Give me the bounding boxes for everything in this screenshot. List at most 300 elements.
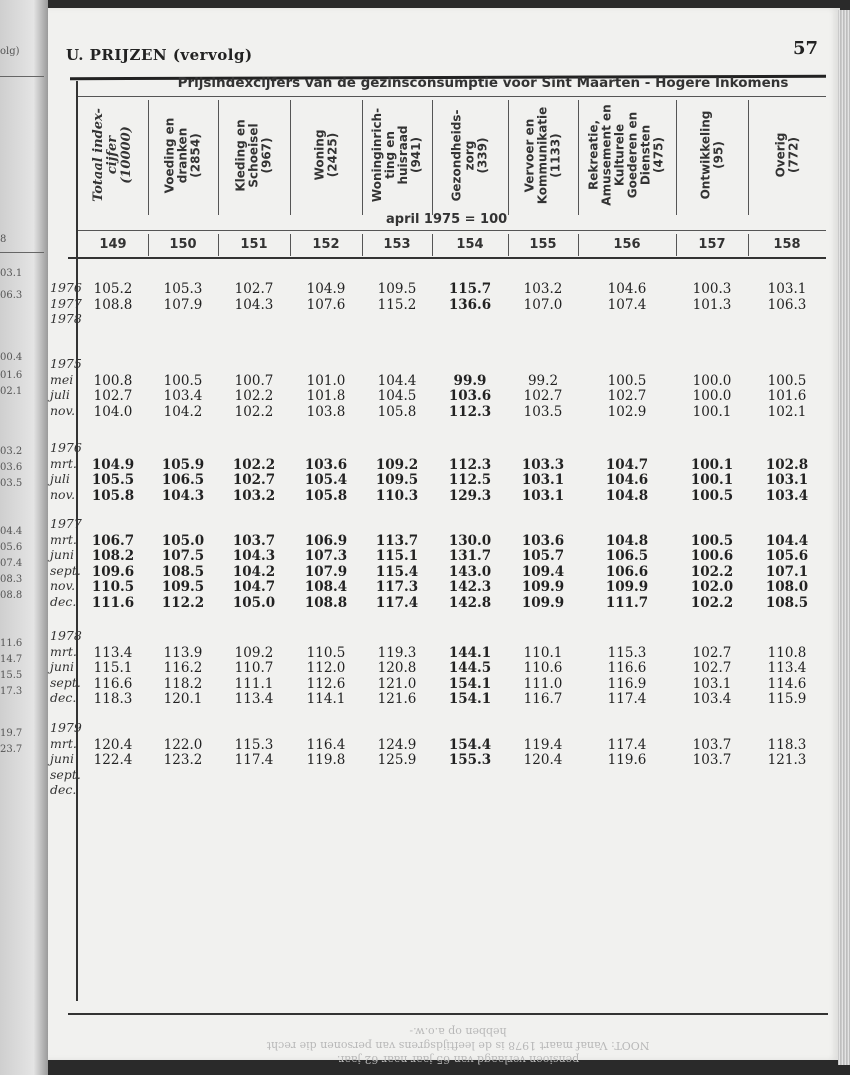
table-cell: 101.6	[767, 388, 807, 404]
table-cell: 155.3	[448, 752, 492, 768]
table-cell: 103.1	[765, 472, 809, 488]
table-cell: 121.0	[377, 675, 417, 692]
row-label: juni	[50, 751, 74, 766]
group-year-label: 1976	[50, 440, 82, 455]
table-cell: 120.8	[377, 660, 417, 676]
row-label: 1978	[50, 311, 82, 326]
table-cell: 99.2	[527, 372, 559, 389]
table-cell: 142.3	[448, 579, 492, 595]
table-cell: 103.1	[521, 487, 565, 504]
table-cell: 102.7	[692, 660, 732, 676]
table-cell: 121.6	[377, 691, 417, 707]
table-cell: 109.5	[375, 472, 419, 488]
previous-page-fragment: 03.1	[0, 268, 23, 279]
column-number: 149	[99, 237, 127, 252]
bleed-line: pensioen verlaagd van 65 jaar naar 62 jaar.	[336, 1053, 580, 1066]
table-cell: 109.9	[521, 594, 565, 611]
column-separator	[362, 100, 363, 215]
table-cell: 102.7	[232, 472, 276, 488]
table-cell: 103.7	[232, 532, 276, 549]
column-number: 158	[773, 237, 801, 252]
table-cell: 116.2	[163, 660, 203, 676]
column-number: 151	[240, 237, 268, 252]
row-label: dec.	[50, 782, 77, 797]
table-cell: 131.7	[448, 548, 492, 564]
table-cell: 114.6	[767, 675, 807, 692]
row-label: 1977	[50, 295, 82, 311]
previous-page-fragment: 03.5	[0, 478, 23, 489]
table-cell: 100.3	[692, 281, 732, 297]
column-header-152	[290, 100, 362, 210]
table-cell: 109.2	[375, 456, 419, 473]
row-label: mrt.	[50, 735, 77, 751]
table-cell: 105.4	[304, 472, 348, 488]
column-header-line: (10000)	[119, 126, 134, 184]
table-cell: 104.9	[91, 456, 135, 473]
previous-page-fragment	[0, 252, 44, 253]
table-cell: 105.7	[521, 548, 565, 564]
row-label: nov.	[50, 402, 76, 418]
table-cell: 116.9	[607, 675, 647, 692]
table-cell: 112.2	[161, 594, 205, 611]
table-cell: 110.3	[375, 487, 419, 504]
table-cell: 110.7	[234, 660, 274, 676]
table-cell: 120.1	[163, 691, 203, 707]
table-cell: 100.1	[690, 472, 734, 488]
column-header-line: Vervoer en	[522, 118, 537, 192]
table-cell: 116.6	[607, 660, 647, 676]
table-cell: 100.6	[690, 548, 734, 564]
table-cell: 106.5	[605, 548, 649, 564]
table-cell: 101.3	[692, 296, 732, 313]
column-separator	[148, 100, 149, 215]
table-cell: 110.6	[523, 660, 563, 676]
table-cell: 101.0	[306, 372, 346, 389]
table-cell: 144.5	[448, 660, 492, 676]
table-cell: 105.3	[163, 281, 203, 297]
column-header-149	[78, 100, 148, 210]
column-number: 150	[169, 237, 197, 252]
table-cell: 109.9	[605, 579, 649, 595]
title-rule	[78, 96, 826, 97]
table-cell: 120.4	[523, 752, 563, 768]
column-header-line: (941)	[409, 136, 424, 174]
previous-page-fragment: 14.7	[0, 654, 23, 665]
table-cell: 136.6	[448, 296, 492, 313]
bleed-through-text	[248, 1024, 668, 1066]
group-year-label: 1978	[50, 628, 82, 643]
table-cell: 102.2	[234, 403, 274, 420]
row-label: sept.	[50, 562, 81, 578]
table-cell: 102.7	[523, 388, 563, 404]
table-cell: 105.8	[304, 487, 348, 504]
table-cell: 124.9	[377, 736, 417, 753]
table-cell: 100.5	[163, 372, 203, 389]
table-cell: 108.8	[304, 594, 348, 611]
table-cell: 108.4	[304, 579, 348, 595]
previous-page-fragment: 08.8	[0, 590, 23, 601]
column-header-155	[508, 100, 578, 210]
column-number-rule	[78, 230, 826, 231]
previous-page-fragment: 05.6	[0, 542, 23, 553]
table-cell: 104.2	[163, 403, 203, 420]
column-header-line: (967)	[259, 136, 274, 174]
table-cell: 100.5	[607, 372, 647, 389]
group-year-label: 1975	[50, 356, 82, 371]
bottom-rule	[68, 1013, 828, 1015]
table-cell: 101.8	[306, 388, 346, 404]
table-cell: 109.6	[91, 563, 135, 580]
table-cell: 117.4	[607, 736, 647, 753]
column-header-line: Woning	[312, 129, 326, 181]
table-cell: 106.5	[161, 472, 205, 488]
row-label: sept.	[50, 766, 81, 782]
table-cell: 113.7	[375, 532, 419, 549]
column-header-line: Overig	[772, 132, 787, 178]
table-cell: 103.4	[163, 388, 203, 404]
previous-page-fragment: 03.2	[0, 446, 23, 457]
column-separator	[218, 100, 219, 215]
table-cell: 118.3	[93, 691, 133, 707]
previous-page-fragment: 04.4	[0, 526, 23, 537]
table-cell: 102.7	[234, 281, 274, 297]
table-cell: 143.0	[448, 563, 492, 580]
table-cell: 100.5	[690, 532, 734, 549]
table-cell: 116.4	[306, 736, 346, 753]
table-cell: 104.5	[377, 388, 417, 404]
table-title: Prijsindexcijfers van de gezinsconsumptie voor Sint Maarten - Hogere Inkomens	[177, 75, 789, 91]
column-header-line: Rekreatie,	[587, 119, 601, 191]
table-cell: 107.9	[163, 296, 203, 313]
column-header-153	[362, 100, 432, 210]
table-cell: 118.2	[163, 675, 203, 692]
table-cell: 103.2	[523, 281, 563, 297]
table-cell: 119.6	[607, 752, 647, 768]
table-cell: 109.9	[521, 579, 565, 595]
table-cell: 104.0	[93, 403, 133, 420]
table-cell: 104.2	[232, 563, 276, 580]
row-label: dec.	[50, 690, 77, 705]
column-number: 154	[456, 237, 484, 252]
column-header-line: Kulturele	[613, 123, 627, 187]
table-cell: 129.3	[448, 487, 492, 504]
table-cell: 111.6	[91, 594, 135, 611]
column-header-line: (475)	[652, 136, 666, 174]
column-number: 157	[698, 237, 726, 252]
table-cell: 115.9	[767, 691, 807, 707]
table-cell: 104.4	[765, 532, 809, 549]
table-cell: 103.1	[692, 675, 732, 692]
table-cell: 110.1	[523, 644, 563, 661]
previous-page-fragment: 11.6	[0, 638, 23, 649]
table-cell: 104.4	[377, 372, 417, 389]
table-cell: 113.4	[93, 644, 133, 661]
table-cell: 103.7	[692, 752, 732, 768]
previous-page-edge	[0, 0, 48, 1075]
column-header-line: Goederen en	[626, 111, 640, 199]
section-heading: U. PRIJZEN (vervolg)	[66, 46, 253, 64]
previous-page-fragment	[0, 76, 44, 77]
table-cell: 113.4	[234, 691, 274, 707]
table-cell: 104.7	[605, 456, 649, 473]
table-cell: 112.0	[306, 660, 346, 676]
table-cell: 103.6	[448, 388, 492, 404]
table-cell: 109.5	[161, 579, 205, 595]
table-cell: 122.0	[163, 736, 203, 753]
table-cell: 106.3	[767, 296, 807, 313]
table-cell: 104.3	[234, 296, 274, 313]
table-cell: 100.8	[93, 372, 133, 389]
column-header-line: (772)	[785, 136, 800, 174]
table-cell: 107.1	[765, 563, 809, 580]
previous-page-fragment: 15.5	[0, 670, 23, 681]
table-cell: 117.4	[375, 594, 419, 611]
table-cell: 102.7	[607, 388, 647, 404]
table-cell: 103.3	[521, 456, 565, 473]
row-label: 1976	[50, 280, 82, 295]
table-cell: 102.2	[232, 456, 276, 473]
previous-page-fragment: 23.7	[0, 744, 23, 755]
column-separator	[432, 100, 433, 215]
table-cell: 109.4	[521, 563, 565, 580]
table-cell: 104.6	[605, 472, 649, 488]
previous-page-fragment: 00.4	[0, 352, 23, 363]
table-cell: 118.3	[767, 736, 807, 753]
column-header-line: (1133)	[548, 132, 563, 178]
column-header-line: (95)	[711, 141, 726, 169]
column-header-151	[218, 100, 290, 210]
table-cell: 103.6	[521, 532, 565, 549]
group-year-label: 1977	[50, 516, 82, 531]
table-cell: 105.2	[93, 281, 133, 297]
table-cell: 104.8	[605, 532, 649, 549]
table-cell: 122.4	[93, 752, 133, 768]
column-separator	[676, 100, 677, 215]
table-cell: 102.2	[690, 594, 734, 611]
table-cell: 100.1	[692, 403, 732, 420]
column-number: 156	[613, 237, 641, 252]
table-cell: 119.3	[377, 644, 417, 661]
table-cell: 102.0	[690, 579, 734, 595]
column-header-158	[748, 100, 826, 210]
column-header-line: cijfer	[105, 135, 120, 175]
table-cell: 112.6	[306, 675, 346, 692]
table-cell: 119.8	[306, 752, 346, 768]
table-cell: 100.0	[692, 388, 732, 404]
table-cell: 115.3	[234, 736, 274, 753]
table-cell: 102.2	[234, 388, 274, 404]
column-header-line: Gezondheids-	[449, 109, 464, 201]
table-cell: 99.9	[453, 372, 487, 389]
table-cell: 109.2	[234, 644, 274, 661]
table-cell: 103.1	[521, 472, 565, 488]
table-cell: 111.1	[234, 675, 274, 692]
column-separator	[508, 100, 509, 215]
table-cell: 110.8	[767, 644, 807, 661]
table-cell: 103.4	[692, 691, 732, 707]
table-cell: 105.6	[765, 548, 809, 564]
row-label: juli	[50, 471, 70, 486]
previous-page-fragment: 02.1	[0, 386, 23, 397]
table-cell: 108.5	[765, 594, 809, 611]
table-cell: 104.7	[232, 579, 276, 595]
table-cell: 100.7	[234, 372, 274, 389]
table-cell: 110.5	[306, 644, 346, 661]
column-header-line: Woninginrich-	[370, 107, 385, 203]
page-content	[48, 8, 840, 1066]
table-cell: 102.9	[607, 403, 647, 420]
table-cell: 113.9	[163, 644, 203, 661]
table-cell: 104.8	[605, 487, 649, 504]
row-label: sept.	[50, 674, 81, 690]
column-header-line: Totaal index-	[91, 108, 106, 202]
table-cell: 116.7	[523, 691, 563, 707]
table-cell: 102.7	[93, 388, 133, 404]
previous-page-fragment: olg)	[0, 46, 20, 57]
table-cell: 107.6	[306, 296, 346, 313]
table-cell: 108.0	[765, 579, 809, 595]
base-period-label: april 1975 = 100	[386, 212, 508, 227]
table-cell: 104.3	[232, 548, 276, 564]
table-cell: 121.3	[767, 752, 807, 768]
table-cell: 154.1	[448, 691, 492, 707]
table-cell: 105.9	[161, 456, 205, 473]
previous-page-fragment: 07.4	[0, 558, 23, 569]
column-number: 155	[529, 237, 557, 252]
table-cell: 102.7	[692, 644, 732, 661]
table-cell: 107.4	[607, 296, 647, 313]
table-cell: 117.3	[375, 579, 419, 595]
table-cell: 109.5	[377, 281, 417, 297]
column-separator	[748, 100, 749, 215]
table-cell: 102.2	[690, 563, 734, 580]
column-header-line: Diensten	[639, 124, 653, 186]
table-cell: 107.5	[161, 548, 205, 564]
table-cell: 115.3	[607, 644, 647, 661]
column-header-line: Voeding en	[162, 117, 177, 193]
table-cell: 120.4	[93, 736, 133, 753]
table-cell: 100.5	[767, 372, 807, 389]
group-year-label: 1979	[50, 720, 82, 735]
table-cell: 115.4	[375, 563, 419, 580]
table-cell: 102.8	[765, 456, 809, 473]
table-cell: 105.0	[232, 594, 276, 611]
column-header-line: zorg	[462, 140, 477, 170]
column-header-line: (2854)	[188, 132, 203, 178]
column-header-line: Kommunikatie	[535, 106, 550, 204]
table-cell: 117.4	[234, 752, 274, 768]
table-cell: 113.4	[767, 660, 807, 676]
table-cell: 111.7	[605, 594, 649, 611]
column-header-line: huisraad	[396, 125, 411, 185]
column-header-line: Schoeisel	[246, 122, 261, 188]
table-cell: 112.3	[448, 456, 492, 473]
table-cell: 103.7	[692, 736, 732, 753]
table-cell: 104.9	[306, 281, 346, 297]
table-cell: 112.3	[448, 403, 492, 420]
table-cell: 108.2	[91, 548, 135, 564]
table-cell: 104.6	[607, 281, 647, 297]
column-header-157	[676, 100, 748, 210]
column-header-line: ting en	[383, 131, 398, 179]
table-cell: 103.5	[523, 403, 563, 420]
table-cell: 108.5	[161, 563, 205, 580]
table-cell: 116.6	[93, 675, 133, 692]
table-cell: 103.4	[765, 487, 809, 504]
column-header-line: Ontwikkeling	[698, 110, 713, 200]
column-header-line: Kleding en	[233, 118, 248, 192]
table-cell: 123.2	[163, 752, 203, 768]
column-number: 152	[312, 237, 340, 252]
previous-page-fragment: 06.3	[0, 290, 23, 301]
table-cell: 107.9	[304, 563, 348, 580]
previous-page-fragment: 17.3	[0, 686, 23, 697]
header-bottom-rule	[68, 257, 826, 259]
bleed-line: NOOT: Vanaf maart 1978 is de leeftijdsgrens van personen die recht hebben op a.o.w.-	[266, 1025, 650, 1052]
column-header-156	[578, 100, 676, 210]
row-label: juni	[50, 547, 74, 562]
previous-page-fragment: 01.6	[0, 370, 23, 381]
table-cell: 103.2	[232, 487, 276, 504]
column-header-line: (2425)	[325, 132, 339, 178]
table-cell: 115.1	[375, 548, 419, 564]
column-header-150	[148, 100, 218, 210]
table-cell: 105.0	[161, 532, 205, 549]
previous-page-fragment: 8	[0, 234, 7, 245]
table-cell: 106.9	[304, 532, 348, 549]
row-label: juni	[50, 659, 74, 674]
table-cell: 114.1	[306, 691, 346, 707]
table-cell: 103.8	[306, 403, 346, 420]
table-cell: 115.1	[93, 660, 133, 676]
table-cell: 115.2	[377, 296, 417, 313]
table-cell: 115.7	[448, 281, 492, 297]
column-header-line: (339)	[475, 136, 490, 174]
table-cell: 105.8	[91, 487, 135, 504]
table-cell: 107.3	[304, 548, 348, 564]
table-cell: 100.5	[690, 487, 734, 504]
table-cell: 108.8	[93, 296, 133, 313]
row-label: mrt.	[50, 531, 77, 547]
table-cell: 102.1	[767, 403, 807, 420]
table-cell: 103.6	[304, 456, 348, 473]
table-cell: 119.4	[523, 736, 563, 753]
previous-page-fragment: 08.3	[0, 574, 23, 585]
row-label: mei	[50, 371, 74, 387]
previous-page-fragment: 19.7	[0, 728, 23, 739]
table-cell: 106.6	[605, 563, 649, 580]
column-header-line: Amusement en	[600, 104, 614, 206]
table-cell: 111.0	[523, 675, 563, 692]
previous-page-fragment: 03.6	[0, 462, 23, 473]
row-label: mrt.	[50, 643, 77, 659]
table-cell: 125.9	[377, 752, 417, 768]
row-label: dec.	[50, 593, 77, 609]
table-cell: 112.5	[448, 472, 492, 488]
table-cell: 154.4	[448, 736, 492, 753]
table-cell: 154.1	[448, 675, 492, 692]
table-cell: 110.5	[91, 579, 135, 595]
row-label: nov.	[50, 578, 76, 593]
table-cell: 103.1	[767, 281, 807, 297]
column-header-154	[432, 100, 508, 210]
page-number: 57	[792, 38, 818, 59]
row-label: juli	[50, 387, 70, 402]
row-label: mrt.	[50, 455, 77, 471]
row-label: nov.	[50, 486, 76, 502]
table-cell: 144.1	[448, 644, 492, 661]
table-cell: 100.1	[690, 456, 734, 473]
